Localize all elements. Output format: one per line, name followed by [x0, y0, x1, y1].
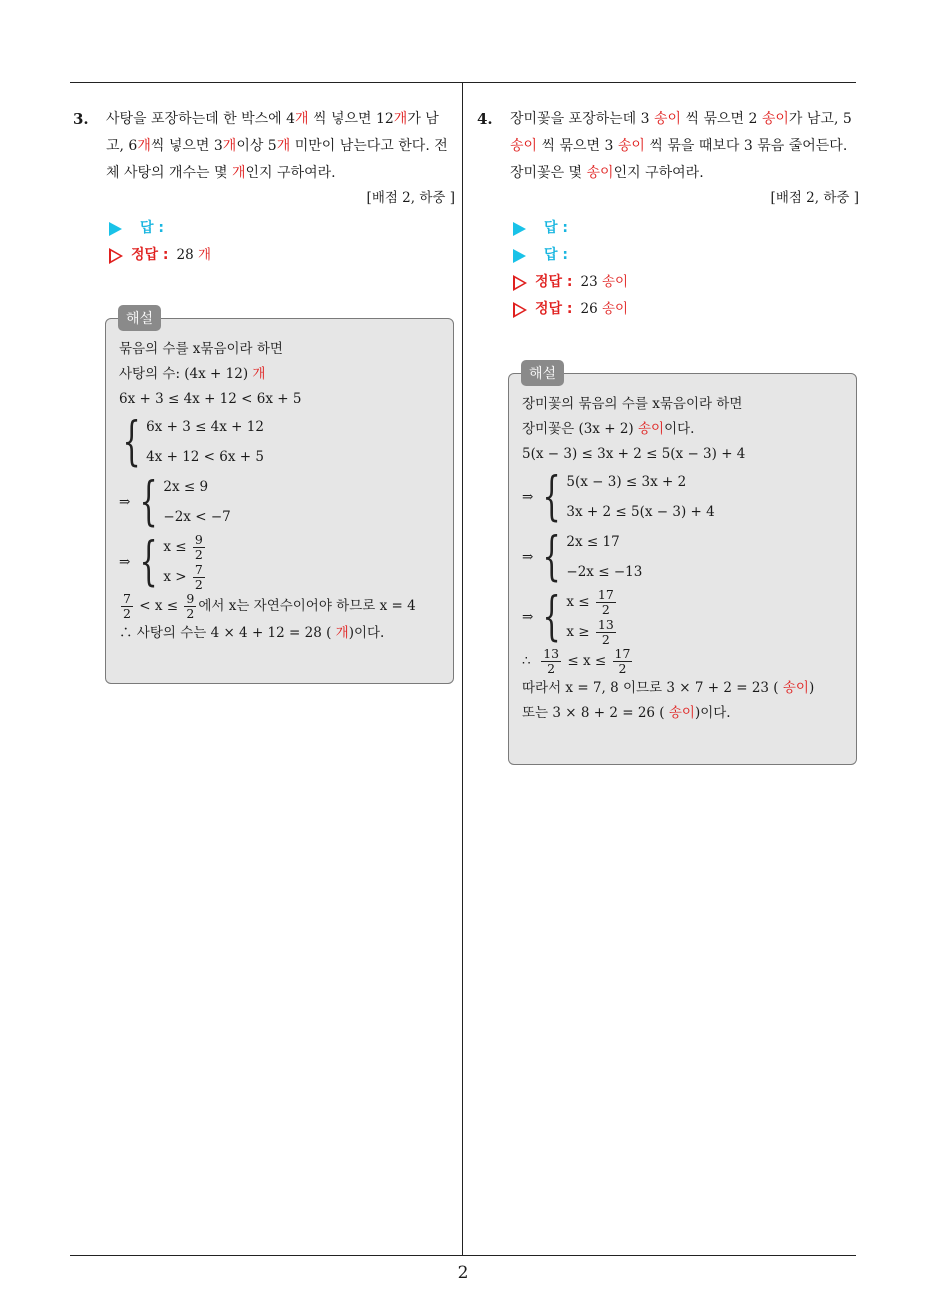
explanation-tag: 해설 — [521, 360, 564, 386]
play-icon — [513, 222, 526, 236]
page-number: 2 — [457, 1263, 469, 1283]
answer-area — [109, 215, 455, 269]
answer-line[interactable]: 답 : — [513, 242, 859, 269]
question-3-text: 3. 사탕을 포장하는데 한 박스에 4개 씩 넣으면 12개가 남고, 6개씩 넣으면 3개이상 5개 미만이 남는다고 한다. 전체 사탕의 개수는 몇 개인지 구하여라. — [73, 106, 455, 187]
explanation-body: 묶음의 수를 x묶음이라 하면 사탕의 수: (4x + 12) 개 6x + 3 ≤ 4x + 12 < 6x + 5 { 6x + 3 ≤ 4x + 12 4x + 12 < 6x + 5 ⇒ { 2x ≤ 9 −2x < −7 ⇒ { x ≤ $\frac{9}{2}$ x > $\frac{7}{2}$ $\frac{7}{2}$ < x ≤ $\frac{9}{2}$ 에서 x는 자연수이어야 하므로 x = 4 ∴ 사탕의 수는 4 × 4 + 12 = 28 ( 개)이다. — [106, 319, 453, 646]
question-number: 4. — [477, 110, 493, 128]
play-icon — [513, 249, 526, 263]
explanation-box-q3 — [105, 311, 454, 684]
correct-answer-line: 정답 : 26 송이 — [513, 296, 859, 323]
answer-line[interactable]: 답 : — [109, 215, 455, 242]
explanation-box-q4 — [508, 366, 857, 765]
system-2: ⇒ { 2x ≤ 17 −2x ≤ −13 — [522, 527, 643, 587]
conclusion-line: 또는 3 × 8 + 2 = 26 ( 송이)이다. — [522, 705, 731, 721]
answer-area — [513, 215, 859, 323]
conclusion-line: ∴ 사탕의 수는 4 × 4 + 12 = 28 ( 개)이다. — [119, 625, 385, 641]
conclusion-line: 따라서 x = 7, 8 이므로 3 × 7 + 2 = 23 ( 송이) — [522, 680, 815, 696]
question-4-text: 4. 장미꽃을 포장하는데 3 송이 씩 묶으면 2 송이가 남고, 5 송이 씩 묶으면 3 송이 씩 묶을 때보다 3 묶음 줄어든다. 장미꽃은 몇 송이인지 구하여라. — [477, 106, 859, 187]
system-3: ⇒ { x ≤ $\frac{9}{2}$ x > $\frac{7}{2}$ — [119, 532, 203, 592]
bottom-rule — [70, 1255, 856, 1256]
outline-triangle-icon — [109, 248, 123, 264]
top-rule — [70, 82, 856, 83]
score-note: [배점 2, 하중 ] — [770, 190, 859, 206]
play-icon — [109, 222, 122, 236]
correct-answer-line: 정답 : 23 송이 — [513, 269, 859, 296]
answer-line[interactable]: 답 : — [513, 215, 859, 242]
correct-answer-line: 정답 : 28 개 — [109, 242, 455, 269]
score-note: [배점 2, 하중 ] — [366, 190, 455, 206]
column-divider — [462, 83, 463, 1255]
range-line: $\frac{7}{2}$ < x ≤ $\frac{9}{2}$ 에서 x는 자연수이어야 하므로 x = 4 — [123, 591, 416, 621]
explanation-body: 장미꽃의 묶음의 수를 x묶음이라 하면 장미꽃은 (3x + 2) 송이이다. 5(x − 3) ≤ 3x + 2 ≤ 5(x − 3) + 4 ⇒ { 5(x − 3) ≤ 3x + 2 3x + 2 ≤ 5(x − 3) + 4 ⇒ { 2x ≤ 17 −2x ≤ −13 ⇒ { x ≤ $\frac{17}{2}$ x ≥ $\frac{13}{2}$ ∴ $\frac{13}{2}$ ≤ x ≤ $\frac{17}{2}$ 따라서 x = 7, 8 이므로 3 × 7 + 2 = 23 ( 송이) 또는 3 × 8 + 2 = 26 ( 송이)이다. — [509, 374, 856, 726]
question-3 — [73, 106, 455, 269]
question-4 — [477, 106, 859, 323]
system-2: ⇒ { 2x ≤ 9 −2x < −7 — [119, 472, 231, 532]
question-number: 3. — [73, 110, 89, 128]
explanation-tag: 해설 — [118, 305, 161, 331]
system-3: ⇒ { x ≤ $\frac{17}{2}$ x ≥ $\frac{13}{2}$ — [522, 587, 614, 647]
outline-triangle-icon — [513, 302, 527, 318]
range-line: ∴ $\frac{13}{2}$ ≤ x ≤ $\frac{17}{2}$ — [522, 646, 631, 676]
system-1: ⇒ { 5(x − 3) ≤ 3x + 2 3x + 2 ≤ 5(x − 3) + 4 — [522, 467, 715, 527]
system-1: { 6x + 3 ≤ 4x + 12 4x + 12 < 6x + 5 — [122, 412, 264, 472]
outline-triangle-icon — [513, 275, 527, 291]
